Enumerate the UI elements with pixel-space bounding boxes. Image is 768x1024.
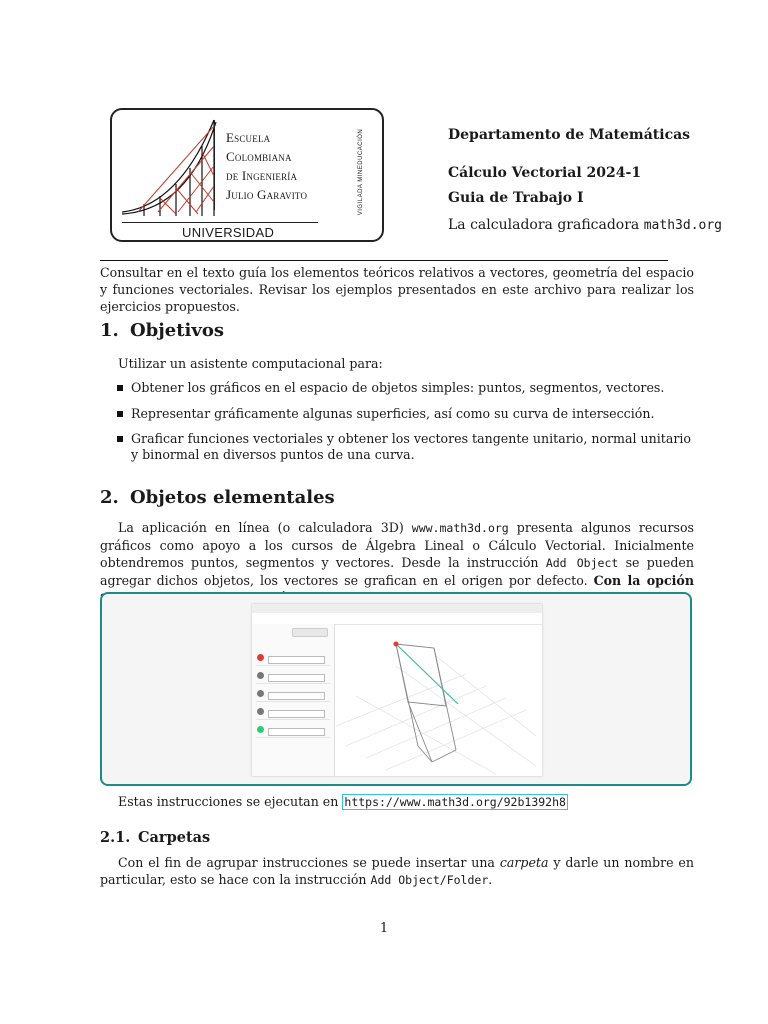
logo-line-2: Colombiana bbox=[226, 149, 292, 164]
math3d-link[interactable]: https://www.math3d.org/92b1392h8 bbox=[344, 795, 566, 809]
logo-line-3: de Ingeniería bbox=[226, 168, 298, 183]
calculator-line bbox=[448, 217, 722, 233]
section-1-heading bbox=[100, 320, 224, 341]
add-object-command: Add Object bbox=[545, 556, 619, 570]
subsection-2-1-heading bbox=[100, 829, 210, 846]
list-item bbox=[117, 406, 695, 422]
calculator-prefix: La calculadora graficadora bbox=[448, 217, 640, 233]
object-input bbox=[268, 710, 325, 718]
vector-icon bbox=[257, 708, 264, 715]
department-title: Departamento de Matemáticas bbox=[448, 127, 691, 143]
section-1-number: 1. bbox=[100, 320, 119, 341]
figure-frame bbox=[100, 592, 692, 786]
3d-scene bbox=[336, 626, 540, 774]
list-item bbox=[117, 431, 695, 463]
text-run: Estas instrucciones se ejecutan en bbox=[118, 794, 343, 809]
section-2-number: 2. bbox=[100, 487, 119, 508]
point-green-icon bbox=[257, 726, 264, 733]
text-run: presenta algunos recursos gráficos como apoyo a los cursos de Álgebra Lineal o Cálculo Vectorial. Inicialmente obtendremos puntos, segmentos y vectores. Desde la instrucción bbox=[100, 520, 694, 570]
section-1-lead: Utilizar un asistente computacional para: bbox=[118, 356, 383, 371]
math3d-screenshot bbox=[252, 604, 542, 776]
logo-divider bbox=[214, 120, 215, 210]
list-item-text: Graficar funciones vectoriales y obtener los vectores tangente unitario, normal unitario y binormal en diversos puntos de una curva. bbox=[131, 431, 691, 462]
vector-line bbox=[396, 644, 458, 704]
objects-panel bbox=[252, 624, 335, 776]
logo-vertical-text: VIGILADA MINEDUCACIÓN bbox=[358, 128, 364, 216]
page-number: 1 bbox=[379, 921, 389, 936]
calculator-site: math3d.org bbox=[643, 218, 723, 233]
bullet-square-icon bbox=[117, 436, 123, 442]
section-2-title: Objetos elementales bbox=[130, 487, 335, 508]
object-input bbox=[268, 656, 325, 664]
bullet-square-icon bbox=[117, 385, 123, 391]
text-run: y darle un nombre en particular, esto se hace con la instrucción bbox=[100, 855, 694, 887]
guide-title: Guia de Trabajo I bbox=[448, 190, 584, 206]
list-item bbox=[256, 668, 330, 684]
list-item bbox=[117, 380, 695, 396]
logo-university: UNIVERSIDAD bbox=[182, 225, 275, 240]
list-item bbox=[256, 722, 330, 738]
subsection-2-1-paragraph bbox=[100, 854, 694, 889]
text-run: . bbox=[488, 872, 493, 887]
list-item-text: Obtener los gráficos en el espacio de objetos simples: puntos, segmentos, vectores. bbox=[131, 380, 665, 395]
logo-rule bbox=[122, 222, 318, 223]
logo-line-4: Julio Garavito bbox=[226, 187, 308, 202]
section-2-heading bbox=[100, 487, 335, 508]
subsection-number: 2.1. bbox=[100, 829, 131, 846]
subsection-title: Carpetas bbox=[138, 829, 211, 846]
text-run: carpeta bbox=[499, 855, 549, 870]
add-folder-command: Add Object/Folder bbox=[370, 873, 489, 887]
instructions-line bbox=[118, 793, 712, 811]
vector-icon bbox=[257, 672, 264, 679]
point-red-icon bbox=[257, 654, 264, 661]
list-item bbox=[256, 650, 330, 666]
text-run: Con el fin de agrupar instrucciones se puede insertar una bbox=[118, 855, 500, 870]
intro-paragraph: Consultar en el texto guía los elementos teóricos relativos a vectores, geometría del espacio y funciones vectoriales. Revisar los ejemplos presentados en este archivo para realizar los ejercicios propuestos. bbox=[100, 265, 694, 314]
point-red-icon bbox=[394, 642, 399, 647]
object-input bbox=[268, 728, 325, 736]
add-object-chip bbox=[292, 628, 328, 637]
math3d-site: www.math3d.org bbox=[411, 521, 509, 535]
logo-vertical-label bbox=[354, 122, 368, 222]
list-item bbox=[256, 704, 330, 720]
header-rule bbox=[100, 260, 668, 261]
text-run: Con la opción bbox=[593, 573, 694, 588]
text-run: se pueden agregar dichos objetos, los vectores se grafican en el origen por defecto. bbox=[100, 555, 694, 588]
list-item-text: Representar gráficamente algunas superficies, así como su curva de intersección. bbox=[131, 406, 655, 421]
course-title: Cálculo Vectorial 2024-1 bbox=[448, 165, 642, 181]
object-input bbox=[268, 674, 325, 682]
logo-curve-icon bbox=[118, 116, 218, 218]
object-input bbox=[268, 692, 325, 700]
university-logo bbox=[110, 108, 384, 242]
vector-icon bbox=[257, 690, 264, 697]
bullet-square-icon bbox=[117, 411, 123, 417]
section-1-title: Objetivos bbox=[130, 320, 224, 341]
list-item bbox=[256, 686, 330, 702]
logo-line-1: Escuela bbox=[226, 130, 271, 145]
text-run: La aplicación en línea (o calculadora 3D) bbox=[118, 520, 412, 535]
